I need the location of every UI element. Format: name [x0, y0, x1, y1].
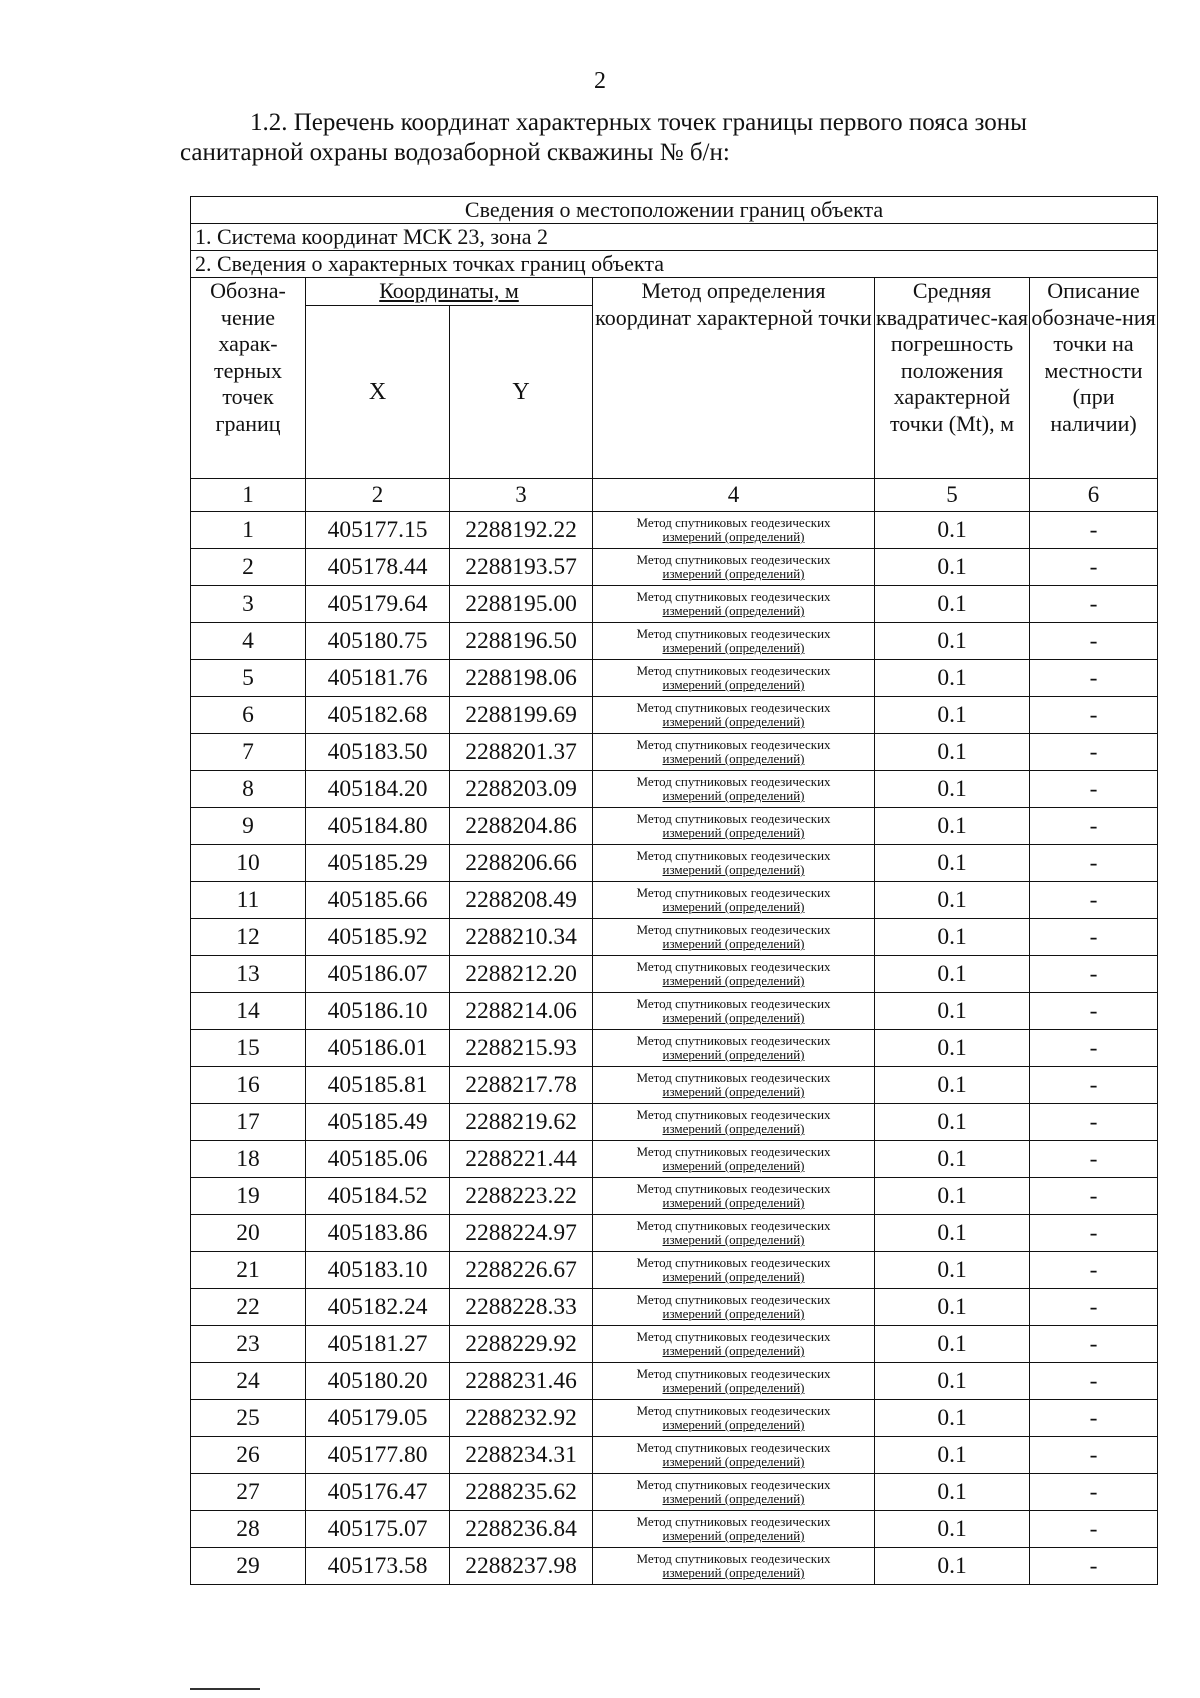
table-row — [191, 956, 1158, 993]
coordinates-table — [190, 196, 1158, 1585]
point-number: 9 — [191, 808, 306, 845]
point-description: - — [1030, 1548, 1158, 1585]
accuracy-value: 0.1 — [875, 919, 1030, 956]
table-row — [191, 586, 1158, 623]
coordinate-y: 2288226.67 — [450, 1252, 593, 1289]
method-line2: измерений (определений) — [662, 603, 805, 618]
method-cell — [593, 1363, 875, 1400]
point-description: - — [1030, 623, 1158, 660]
accuracy-value: 0.1 — [875, 808, 1030, 845]
method-line1: Метод спутниковых геодезических — [636, 552, 831, 567]
document-heading: 1.2. Перечень координат характерных точек границы первого пояса зоны санитарной охраны водозаборной скважины № б/н: — [180, 109, 1027, 166]
header-method: Метод определения координат характерной точки — [593, 278, 875, 479]
method-line2: измерений (определений) — [662, 862, 805, 877]
point-number: 7 — [191, 734, 306, 771]
coordinate-x: 405183.10 — [306, 1252, 450, 1289]
table-row — [191, 660, 1158, 697]
method-line1: Метод спутниковых геодезических — [636, 996, 831, 1011]
method-line2: измерений (определений) — [662, 1232, 805, 1247]
coordinate-y: 2288206.66 — [450, 845, 593, 882]
coordinate-x: 405178.44 — [306, 549, 450, 586]
coordinate-x: 405179.64 — [306, 586, 450, 623]
table-row — [191, 1067, 1158, 1104]
coordinate-x: 405179.05 — [306, 1400, 450, 1437]
coordinate-x: 405173.58 — [306, 1548, 450, 1585]
header-y: Y — [450, 306, 593, 479]
coordinate-y: 2288196.50 — [450, 623, 593, 660]
accuracy-value: 0.1 — [875, 586, 1030, 623]
header-x: X — [306, 306, 450, 479]
method-line1: Метод спутниковых геодезических — [636, 663, 831, 678]
table-row — [191, 1289, 1158, 1326]
coordinate-y: 2288224.97 — [450, 1215, 593, 1252]
accuracy-value: 0.1 — [875, 660, 1030, 697]
method-line2: измерений (определений) — [662, 566, 805, 581]
coordinate-y: 2288192.22 — [450, 512, 593, 549]
method-line2: измерений (определений) — [662, 1491, 805, 1506]
table-row — [191, 1437, 1158, 1474]
method-line1: Метод спутниковых геодезических — [636, 737, 831, 752]
accuracy-value: 0.1 — [875, 697, 1030, 734]
method-line2: измерений (определений) — [662, 973, 805, 988]
method-cell — [593, 623, 875, 660]
point-number: 3 — [191, 586, 306, 623]
column-number: 2 — [306, 479, 450, 512]
method-cell — [593, 1511, 875, 1548]
coordinate-system: 1. Система координат МСК 23, зона 2 — [191, 224, 1158, 251]
coordinate-y: 2288198.06 — [450, 660, 593, 697]
point-number: 6 — [191, 697, 306, 734]
coordinate-x: 405185.81 — [306, 1067, 450, 1104]
table-row — [191, 734, 1158, 771]
point-description: - — [1030, 993, 1158, 1030]
coordinate-x: 405185.06 — [306, 1141, 450, 1178]
point-number: 14 — [191, 993, 306, 1030]
point-number: 21 — [191, 1252, 306, 1289]
point-description: - — [1030, 1067, 1158, 1104]
table-row — [191, 771, 1158, 808]
method-cell — [593, 1067, 875, 1104]
method-line1: Метод спутниковых геодезических — [636, 1403, 831, 1418]
coordinate-y: 2288212.20 — [450, 956, 593, 993]
point-description: - — [1030, 1141, 1158, 1178]
method-cell — [593, 1326, 875, 1363]
point-description: - — [1030, 1474, 1158, 1511]
point-number: 28 — [191, 1511, 306, 1548]
method-line1: Метод спутниковых геодезических — [636, 1551, 831, 1566]
column-number: 5 — [875, 479, 1030, 512]
point-description: - — [1030, 512, 1158, 549]
coordinate-x: 405185.66 — [306, 882, 450, 919]
coordinate-y: 2288199.69 — [450, 697, 593, 734]
accuracy-value: 0.1 — [875, 1104, 1030, 1141]
table-row — [191, 1215, 1158, 1252]
point-description: - — [1030, 771, 1158, 808]
method-cell — [593, 808, 875, 845]
coordinate-y: 2288195.00 — [450, 586, 593, 623]
point-description: - — [1030, 1215, 1158, 1252]
point-description: - — [1030, 734, 1158, 771]
table-row — [191, 1252, 1158, 1289]
coordinate-y: 2288237.98 — [450, 1548, 593, 1585]
method-cell — [593, 549, 875, 586]
point-description: - — [1030, 660, 1158, 697]
coordinate-x: 405181.27 — [306, 1326, 450, 1363]
footer-rule — [190, 1688, 260, 1690]
accuracy-value: 0.1 — [875, 1363, 1030, 1400]
method-line2: измерений (определений) — [662, 1195, 805, 1210]
accuracy-value: 0.1 — [875, 1030, 1030, 1067]
coordinate-x: 405175.07 — [306, 1511, 450, 1548]
method-line1: Метод спутниковых геодезических — [636, 626, 831, 641]
method-cell — [593, 845, 875, 882]
point-description: - — [1030, 1400, 1158, 1437]
coordinate-x: 405184.80 — [306, 808, 450, 845]
method-cell — [593, 1548, 875, 1585]
point-description: - — [1030, 1511, 1158, 1548]
table-row — [191, 808, 1158, 845]
accuracy-value: 0.1 — [875, 993, 1030, 1030]
table-row — [191, 845, 1158, 882]
coordinate-x: 405185.92 — [306, 919, 450, 956]
method-cell — [593, 1289, 875, 1326]
coordinate-x: 405180.75 — [306, 623, 450, 660]
header-accuracy: Средняя квадратичес-кая погрешность положения характерной точки (Mt), м — [875, 278, 1030, 479]
header-designation: Обозна-чение харак-терных точек границ — [191, 278, 306, 479]
method-line2: измерений (определений) — [662, 1343, 805, 1358]
header-coordinates: Координаты, м — [306, 278, 593, 306]
column-number: 1 — [191, 479, 306, 512]
accuracy-value: 0.1 — [875, 1437, 1030, 1474]
point-number: 20 — [191, 1215, 306, 1252]
method-cell — [593, 586, 875, 623]
method-cell — [593, 882, 875, 919]
method-line1: Метод спутниковых геодезических — [636, 700, 831, 715]
coordinate-x: 405185.49 — [306, 1104, 450, 1141]
method-line1: Метод спутниковых геодезических — [636, 515, 831, 530]
point-description: - — [1030, 586, 1158, 623]
method-cell — [593, 734, 875, 771]
accuracy-value: 0.1 — [875, 549, 1030, 586]
point-number: 16 — [191, 1067, 306, 1104]
coordinate-x: 405184.20 — [306, 771, 450, 808]
coordinate-y: 2288217.78 — [450, 1067, 593, 1104]
point-description: - — [1030, 1104, 1158, 1141]
method-line1: Метод спутниковых геодезических — [636, 1329, 831, 1344]
method-line2: измерений (определений) — [662, 751, 805, 766]
coordinate-y: 2288219.62 — [450, 1104, 593, 1141]
point-number: 25 — [191, 1400, 306, 1437]
point-description: - — [1030, 1252, 1158, 1289]
method-cell — [593, 1215, 875, 1252]
coordinate-x: 405185.29 — [306, 845, 450, 882]
table-row — [191, 1474, 1158, 1511]
point-number: 22 — [191, 1289, 306, 1326]
section-title: 2. Сведения о характерных точках границ объекта — [191, 251, 1158, 278]
accuracy-value: 0.1 — [875, 1548, 1030, 1585]
method-cell — [593, 1400, 875, 1437]
point-number: 10 — [191, 845, 306, 882]
point-description: - — [1030, 1363, 1158, 1400]
method-line2: измерений (определений) — [662, 936, 805, 951]
method-line2: измерений (определений) — [662, 1269, 805, 1284]
coordinate-y: 2288229.92 — [450, 1326, 593, 1363]
header-description: Описание обозначе-ния точки на местности (при наличии) — [1030, 278, 1158, 479]
point-number: 18 — [191, 1141, 306, 1178]
point-description: - — [1030, 697, 1158, 734]
point-description: - — [1030, 956, 1158, 993]
method-line1: Метод спутниковых геодезических — [636, 1292, 831, 1307]
table-row — [191, 993, 1158, 1030]
method-line1: Метод спутниковых геодезических — [636, 774, 831, 789]
point-number: 13 — [191, 956, 306, 993]
method-line2: измерений (определений) — [662, 1010, 805, 1025]
accuracy-value: 0.1 — [875, 882, 1030, 919]
table-row — [191, 1400, 1158, 1437]
point-number: 4 — [191, 623, 306, 660]
point-number: 11 — [191, 882, 306, 919]
point-description: - — [1030, 1437, 1158, 1474]
table-row — [191, 1548, 1158, 1585]
table-row — [191, 882, 1158, 919]
coordinate-x: 405177.15 — [306, 512, 450, 549]
method-line2: измерений (определений) — [662, 1047, 805, 1062]
method-cell — [593, 697, 875, 734]
point-description: - — [1030, 1326, 1158, 1363]
method-cell — [593, 1437, 875, 1474]
coordinate-y: 2288232.92 — [450, 1400, 593, 1437]
table-row — [191, 1363, 1158, 1400]
accuracy-value: 0.1 — [875, 623, 1030, 660]
table-row — [191, 549, 1158, 586]
method-cell — [593, 1030, 875, 1067]
coordinate-y: 2288221.44 — [450, 1141, 593, 1178]
method-line2: измерений (определений) — [662, 1158, 805, 1173]
accuracy-value: 0.1 — [875, 1141, 1030, 1178]
method-line2: измерений (определений) — [662, 714, 805, 729]
point-number: 2 — [191, 549, 306, 586]
table-row — [191, 1326, 1158, 1363]
method-line2: измерений (определений) — [662, 1121, 805, 1136]
coordinate-x: 405177.80 — [306, 1437, 450, 1474]
method-cell — [593, 771, 875, 808]
coordinate-x: 405186.01 — [306, 1030, 450, 1067]
coordinate-y: 2288234.31 — [450, 1437, 593, 1474]
coordinate-y: 2288214.06 — [450, 993, 593, 1030]
coordinate-x: 405186.10 — [306, 993, 450, 1030]
point-number: 26 — [191, 1437, 306, 1474]
accuracy-value: 0.1 — [875, 1326, 1030, 1363]
method-line2: измерений (определений) — [662, 1306, 805, 1321]
point-description: - — [1030, 549, 1158, 586]
coordinate-x: 405176.47 — [306, 1474, 450, 1511]
method-cell — [593, 1104, 875, 1141]
method-line1: Метод спутниковых геодезических — [636, 1181, 831, 1196]
method-line1: Метод спутниковых геодезических — [636, 1033, 831, 1048]
accuracy-value: 0.1 — [875, 1215, 1030, 1252]
method-line2: измерений (определений) — [662, 1417, 805, 1432]
accuracy-value: 0.1 — [875, 1252, 1030, 1289]
method-cell — [593, 660, 875, 697]
table-row — [191, 512, 1158, 549]
accuracy-value: 0.1 — [875, 845, 1030, 882]
method-cell — [593, 956, 875, 993]
table-row — [191, 1030, 1158, 1067]
method-cell — [593, 993, 875, 1030]
point-description: - — [1030, 1178, 1158, 1215]
method-line1: Метод спутниковых геодезических — [636, 1440, 831, 1455]
point-number: 19 — [191, 1178, 306, 1215]
method-line2: измерений (определений) — [662, 1380, 805, 1395]
point-description: - — [1030, 1030, 1158, 1067]
table-row — [191, 1141, 1158, 1178]
method-line2: измерений (определений) — [662, 1454, 805, 1469]
coordinate-x: 405183.50 — [306, 734, 450, 771]
coordinate-x: 405181.76 — [306, 660, 450, 697]
method-line2: измерений (определений) — [662, 1565, 805, 1580]
method-line1: Метод спутниковых геодезических — [636, 922, 831, 937]
method-line1: Метод спутниковых геодезических — [636, 959, 831, 974]
table-row — [191, 1511, 1158, 1548]
page-number: 2 — [594, 68, 606, 94]
point-number: 27 — [191, 1474, 306, 1511]
coordinate-y: 2288201.37 — [450, 734, 593, 771]
point-number: 24 — [191, 1363, 306, 1400]
coordinate-y: 2288210.34 — [450, 919, 593, 956]
accuracy-value: 0.1 — [875, 771, 1030, 808]
table-title: Сведения о местоположении границ объекта — [191, 197, 1158, 224]
point-description: - — [1030, 919, 1158, 956]
method-cell — [593, 512, 875, 549]
coordinate-y: 2288236.84 — [450, 1511, 593, 1548]
coordinate-x: 405182.68 — [306, 697, 450, 734]
point-number: 5 — [191, 660, 306, 697]
method-cell — [593, 1252, 875, 1289]
point-description: - — [1030, 808, 1158, 845]
method-line2: измерений (определений) — [662, 1084, 805, 1099]
point-description: - — [1030, 1289, 1158, 1326]
point-number: 1 — [191, 512, 306, 549]
column-number: 3 — [450, 479, 593, 512]
table-row — [191, 623, 1158, 660]
accuracy-value: 0.1 — [875, 956, 1030, 993]
coordinate-y: 2288203.09 — [450, 771, 593, 808]
method-line2: измерений (определений) — [662, 529, 805, 544]
accuracy-value: 0.1 — [875, 1178, 1030, 1215]
method-line2: измерений (определений) — [662, 899, 805, 914]
method-line1: Метод спутниковых геодезических — [636, 1514, 831, 1529]
method-line1: Метод спутниковых геодезических — [636, 1366, 831, 1381]
coordinate-y: 2288223.22 — [450, 1178, 593, 1215]
column-number: 4 — [593, 479, 875, 512]
point-number: 29 — [191, 1548, 306, 1585]
accuracy-value: 0.1 — [875, 734, 1030, 771]
point-number: 15 — [191, 1030, 306, 1067]
table-row — [191, 1104, 1158, 1141]
method-line2: измерений (определений) — [662, 788, 805, 803]
method-line1: Метод спутниковых геодезических — [636, 589, 831, 604]
method-line2: измерений (определений) — [662, 825, 805, 840]
coordinate-y: 2288235.62 — [450, 1474, 593, 1511]
coordinate-y: 2288231.46 — [450, 1363, 593, 1400]
method-cell — [593, 919, 875, 956]
method-cell — [593, 1178, 875, 1215]
coordinate-x: 405186.07 — [306, 956, 450, 993]
method-line1: Метод спутниковых геодезических — [636, 811, 831, 826]
point-description: - — [1030, 845, 1158, 882]
method-line1: Метод спутниковых геодезических — [636, 1255, 831, 1270]
accuracy-value: 0.1 — [875, 1474, 1030, 1511]
coordinate-x: 405183.86 — [306, 1215, 450, 1252]
method-line1: Метод спутниковых геодезических — [636, 1477, 831, 1492]
table-row — [191, 919, 1158, 956]
method-cell — [593, 1141, 875, 1178]
point-number: 17 — [191, 1104, 306, 1141]
method-line2: измерений (определений) — [662, 677, 805, 692]
table-row — [191, 697, 1158, 734]
coordinate-x: 405180.20 — [306, 1363, 450, 1400]
accuracy-value: 0.1 — [875, 1289, 1030, 1326]
method-cell — [593, 1474, 875, 1511]
coordinate-y: 2288228.33 — [450, 1289, 593, 1326]
method-line2: измерений (определений) — [662, 1528, 805, 1543]
coordinate-y: 2288215.93 — [450, 1030, 593, 1067]
point-description: - — [1030, 882, 1158, 919]
accuracy-value: 0.1 — [875, 1511, 1030, 1548]
method-line2: измерений (определений) — [662, 640, 805, 655]
method-line1: Метод спутниковых геодезических — [636, 1070, 831, 1085]
accuracy-value: 0.1 — [875, 1400, 1030, 1437]
method-line1: Метод спутниковых геодезических — [636, 1218, 831, 1233]
coordinate-y: 2288193.57 — [450, 549, 593, 586]
coordinate-y: 2288204.86 — [450, 808, 593, 845]
column-number: 6 — [1030, 479, 1158, 512]
method-line1: Метод спутниковых геодезических — [636, 1144, 831, 1159]
point-number: 12 — [191, 919, 306, 956]
accuracy-value: 0.1 — [875, 512, 1030, 549]
method-line1: Метод спутниковых геодезических — [636, 848, 831, 863]
point-number: 23 — [191, 1326, 306, 1363]
coordinate-y: 2288208.49 — [450, 882, 593, 919]
method-line1: Метод спутниковых геодезических — [636, 885, 831, 900]
coordinate-x: 405182.24 — [306, 1289, 450, 1326]
method-line1: Метод спутниковых геодезических — [636, 1107, 831, 1122]
accuracy-value: 0.1 — [875, 1067, 1030, 1104]
coordinate-x: 405184.52 — [306, 1178, 450, 1215]
table-row — [191, 1178, 1158, 1215]
point-number: 8 — [191, 771, 306, 808]
